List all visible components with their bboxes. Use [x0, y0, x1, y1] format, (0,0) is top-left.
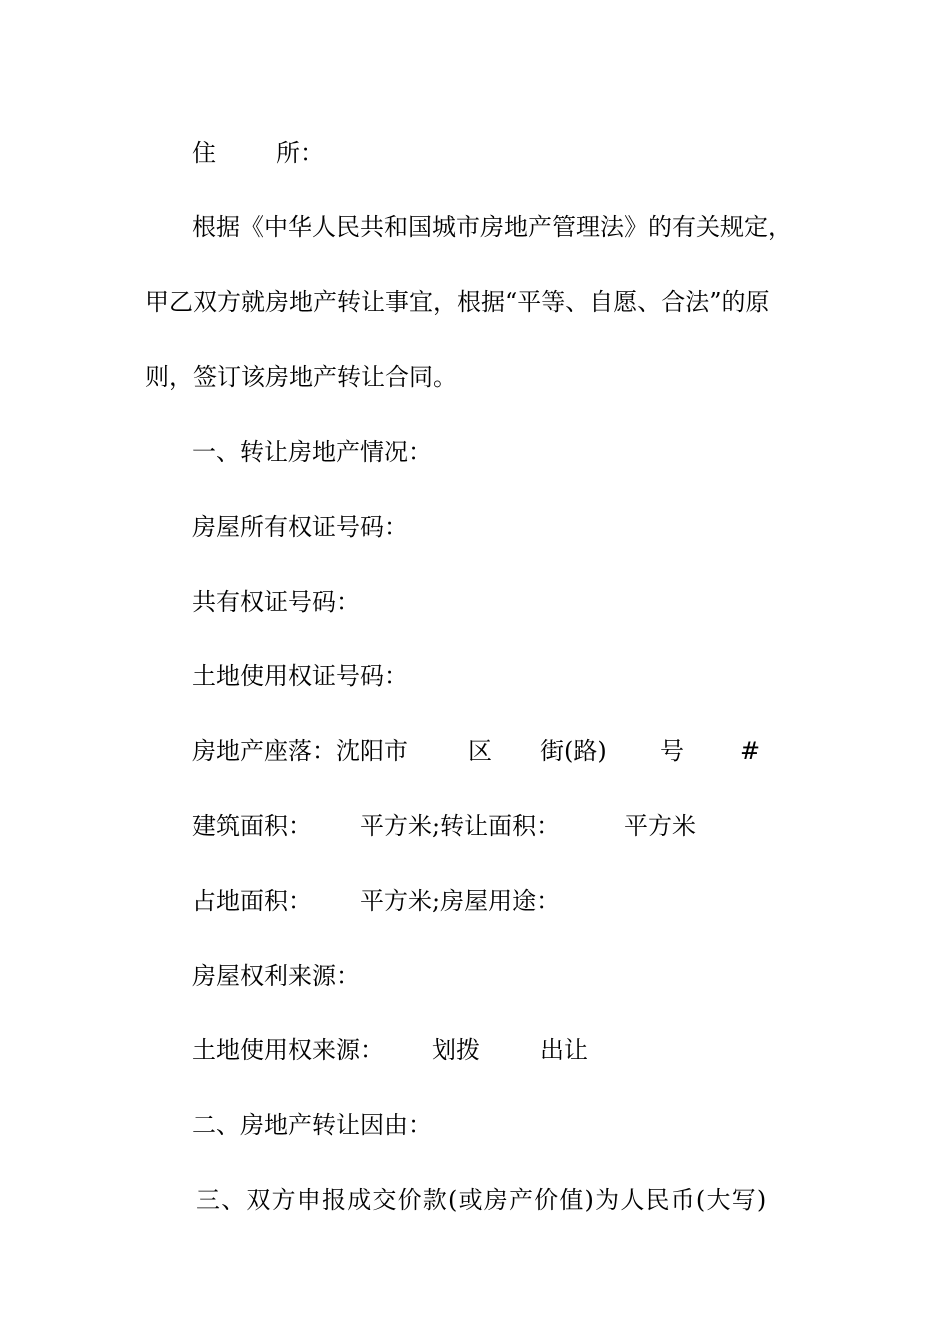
land-source-label: 土地使用权来源： — [192, 1036, 384, 1064]
location-district: 区 — [468, 737, 492, 765]
location-number: 号 — [660, 737, 684, 765]
intro-text-3: 则，签订该房地产转让合同。 — [145, 363, 457, 391]
location-hash: # — [740, 737, 761, 765]
location-label: 房地产座落：沈阳市 — [192, 737, 408, 765]
ownership-cert-label: 房屋所有权证号码： — [192, 513, 408, 541]
co-ownership-cert-line — [192, 587, 360, 617]
section3-text: 三、双方申报成交价款(或房产价值)为人民币(大写) — [196, 1186, 768, 1214]
transfer-area-label: 平方米;转让面积： — [360, 812, 561, 840]
land-source-allocation: 划拨 — [432, 1036, 480, 1064]
section1-heading-text: 一、转让房地产情况： — [192, 438, 432, 466]
location-street: 街(路) — [540, 737, 607, 765]
intro-text-2: 甲乙双方就房地产转让事宜，根据“平等、自愿、合法”的原 — [145, 288, 770, 316]
co-ownership-cert-label: 共有权证号码： — [192, 588, 360, 616]
section3-line — [196, 1185, 767, 1215]
land-use-cert-label: 土地使用权证号码： — [192, 662, 408, 690]
transfer-area-unit: 平方米 — [624, 812, 696, 840]
building-area-label: 建筑面积： — [192, 812, 312, 840]
rights-source-line — [192, 961, 360, 991]
land-area-label: 占地面积： — [192, 887, 312, 915]
house-use-label: 平方米;房屋用途： — [360, 887, 561, 915]
address-label-part1: 住 — [192, 139, 216, 167]
land-use-cert-line — [192, 661, 408, 691]
intro-text-1: 根据《中华人民共和国城市房地产管理法》的有关规定， — [192, 213, 792, 241]
section2-heading-text: 二、房地产转让因由： — [192, 1111, 432, 1139]
rights-source-label: 房屋权利来源： — [192, 962, 360, 990]
ownership-cert-line — [192, 512, 408, 542]
intro-line-2 — [145, 287, 770, 317]
section1-heading — [192, 437, 432, 467]
address-label-part2: 所： — [276, 139, 324, 167]
section2-heading — [192, 1110, 432, 1140]
land-source-transfer: 出让 — [540, 1036, 588, 1064]
intro-line-1 — [192, 212, 792, 242]
intro-line-3 — [145, 362, 457, 392]
